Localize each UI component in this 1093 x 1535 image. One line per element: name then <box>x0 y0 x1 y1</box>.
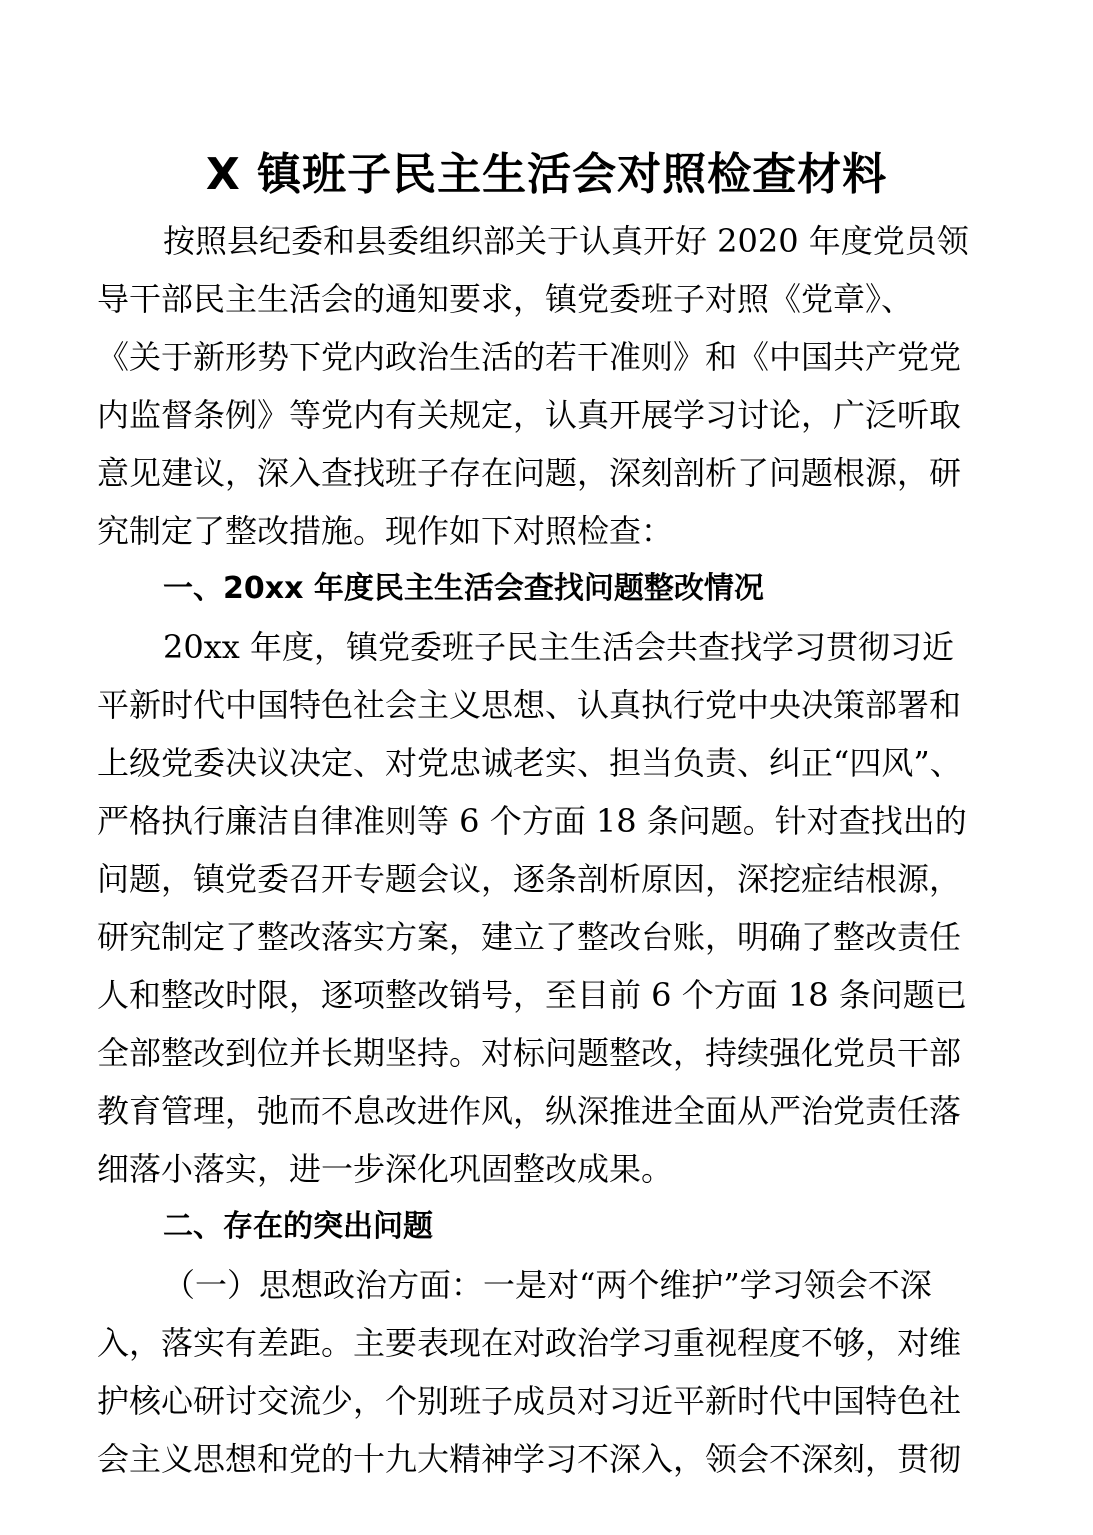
paragraph-line: 人和整改时限，逐项整改销号，至目前 6 个方面 18 条问题已 <box>97 976 967 1014</box>
paragraph-line: 平新时代中国特色社会主义思想、认真执行党中央决策部署和 <box>97 686 962 724</box>
document-body <box>97 212 1007 1488</box>
paragraph-line: 研究制定了整改落实方案，建立了整改台账，明确了整改责任 <box>97 918 962 956</box>
paragraph-line: 全部整改到位并长期坚持。对标问题整改，持续强化党员干部 <box>97 1034 962 1072</box>
paragraph-line: 会主义思想和党的十九大精神学习不深入，领会不深刻，贯彻 <box>97 1440 962 1478</box>
paragraph-line: 教育管理，弛而不息改进作风，纵深推进全面从严治党责任落 <box>97 1092 962 1130</box>
paragraph-line: 护核心研讨交流少，个别班子成员对习近平新时代中国特色社 <box>97 1382 962 1420</box>
paragraph-line: 意见建议，深入查找班子存在问题，深刻剖析了问题根源，研 <box>97 454 962 492</box>
paragraph-line: 严格执行廉洁自律准则等 6 个方面 18 条问题。针对查找出的 <box>97 802 967 840</box>
paragraph-line: 《关于新形势下党内政治生活的若干准则》和《中国共产党党 <box>97 338 962 376</box>
paragraph-line: 究制定了整改措施。现作如下对照检查： <box>97 512 674 550</box>
section-heading: 二、存在的突出问题 <box>163 1209 433 1244</box>
document-title: X 镇班子民主生活会对照检查材料 <box>205 149 888 200</box>
paragraph-line: 入，落实有差距。主要表现在对政治学习重视程度不够，对维 <box>97 1324 962 1362</box>
paragraph-line: 问题，镇党委召开专题会议，逐条剖析原因，深挖症结根源， <box>97 860 962 898</box>
paragraph-line: 内监督条例》等党内有关规定，认真开展学习讨论，广泛听取 <box>97 396 962 434</box>
paragraph-line: 导干部民主生活会的通知要求，镇党委班子对照《党章》、 <box>97 280 914 318</box>
paragraph-line: 20xx 年度，镇党委班子民主生活会共查找学习贯彻习近 <box>163 628 954 666</box>
paragraph-line: 细落小落实，进一步深化巩固整改成果。 <box>97 1150 674 1188</box>
section-heading: 一、20xx 年度民主生活会查找问题整改情况 <box>163 571 764 606</box>
paragraph-line: （一）思想政治方面：一是对“两个维护”学习领会不深 <box>163 1266 932 1304</box>
paragraph-line: 上级党委决议决定、对党忠诚老实、担当负责、纠正“四风”、 <box>97 744 962 782</box>
paragraph-line: 按照县纪委和县委组织部关于认真开好 2020 年度党员领 <box>163 222 969 260</box>
